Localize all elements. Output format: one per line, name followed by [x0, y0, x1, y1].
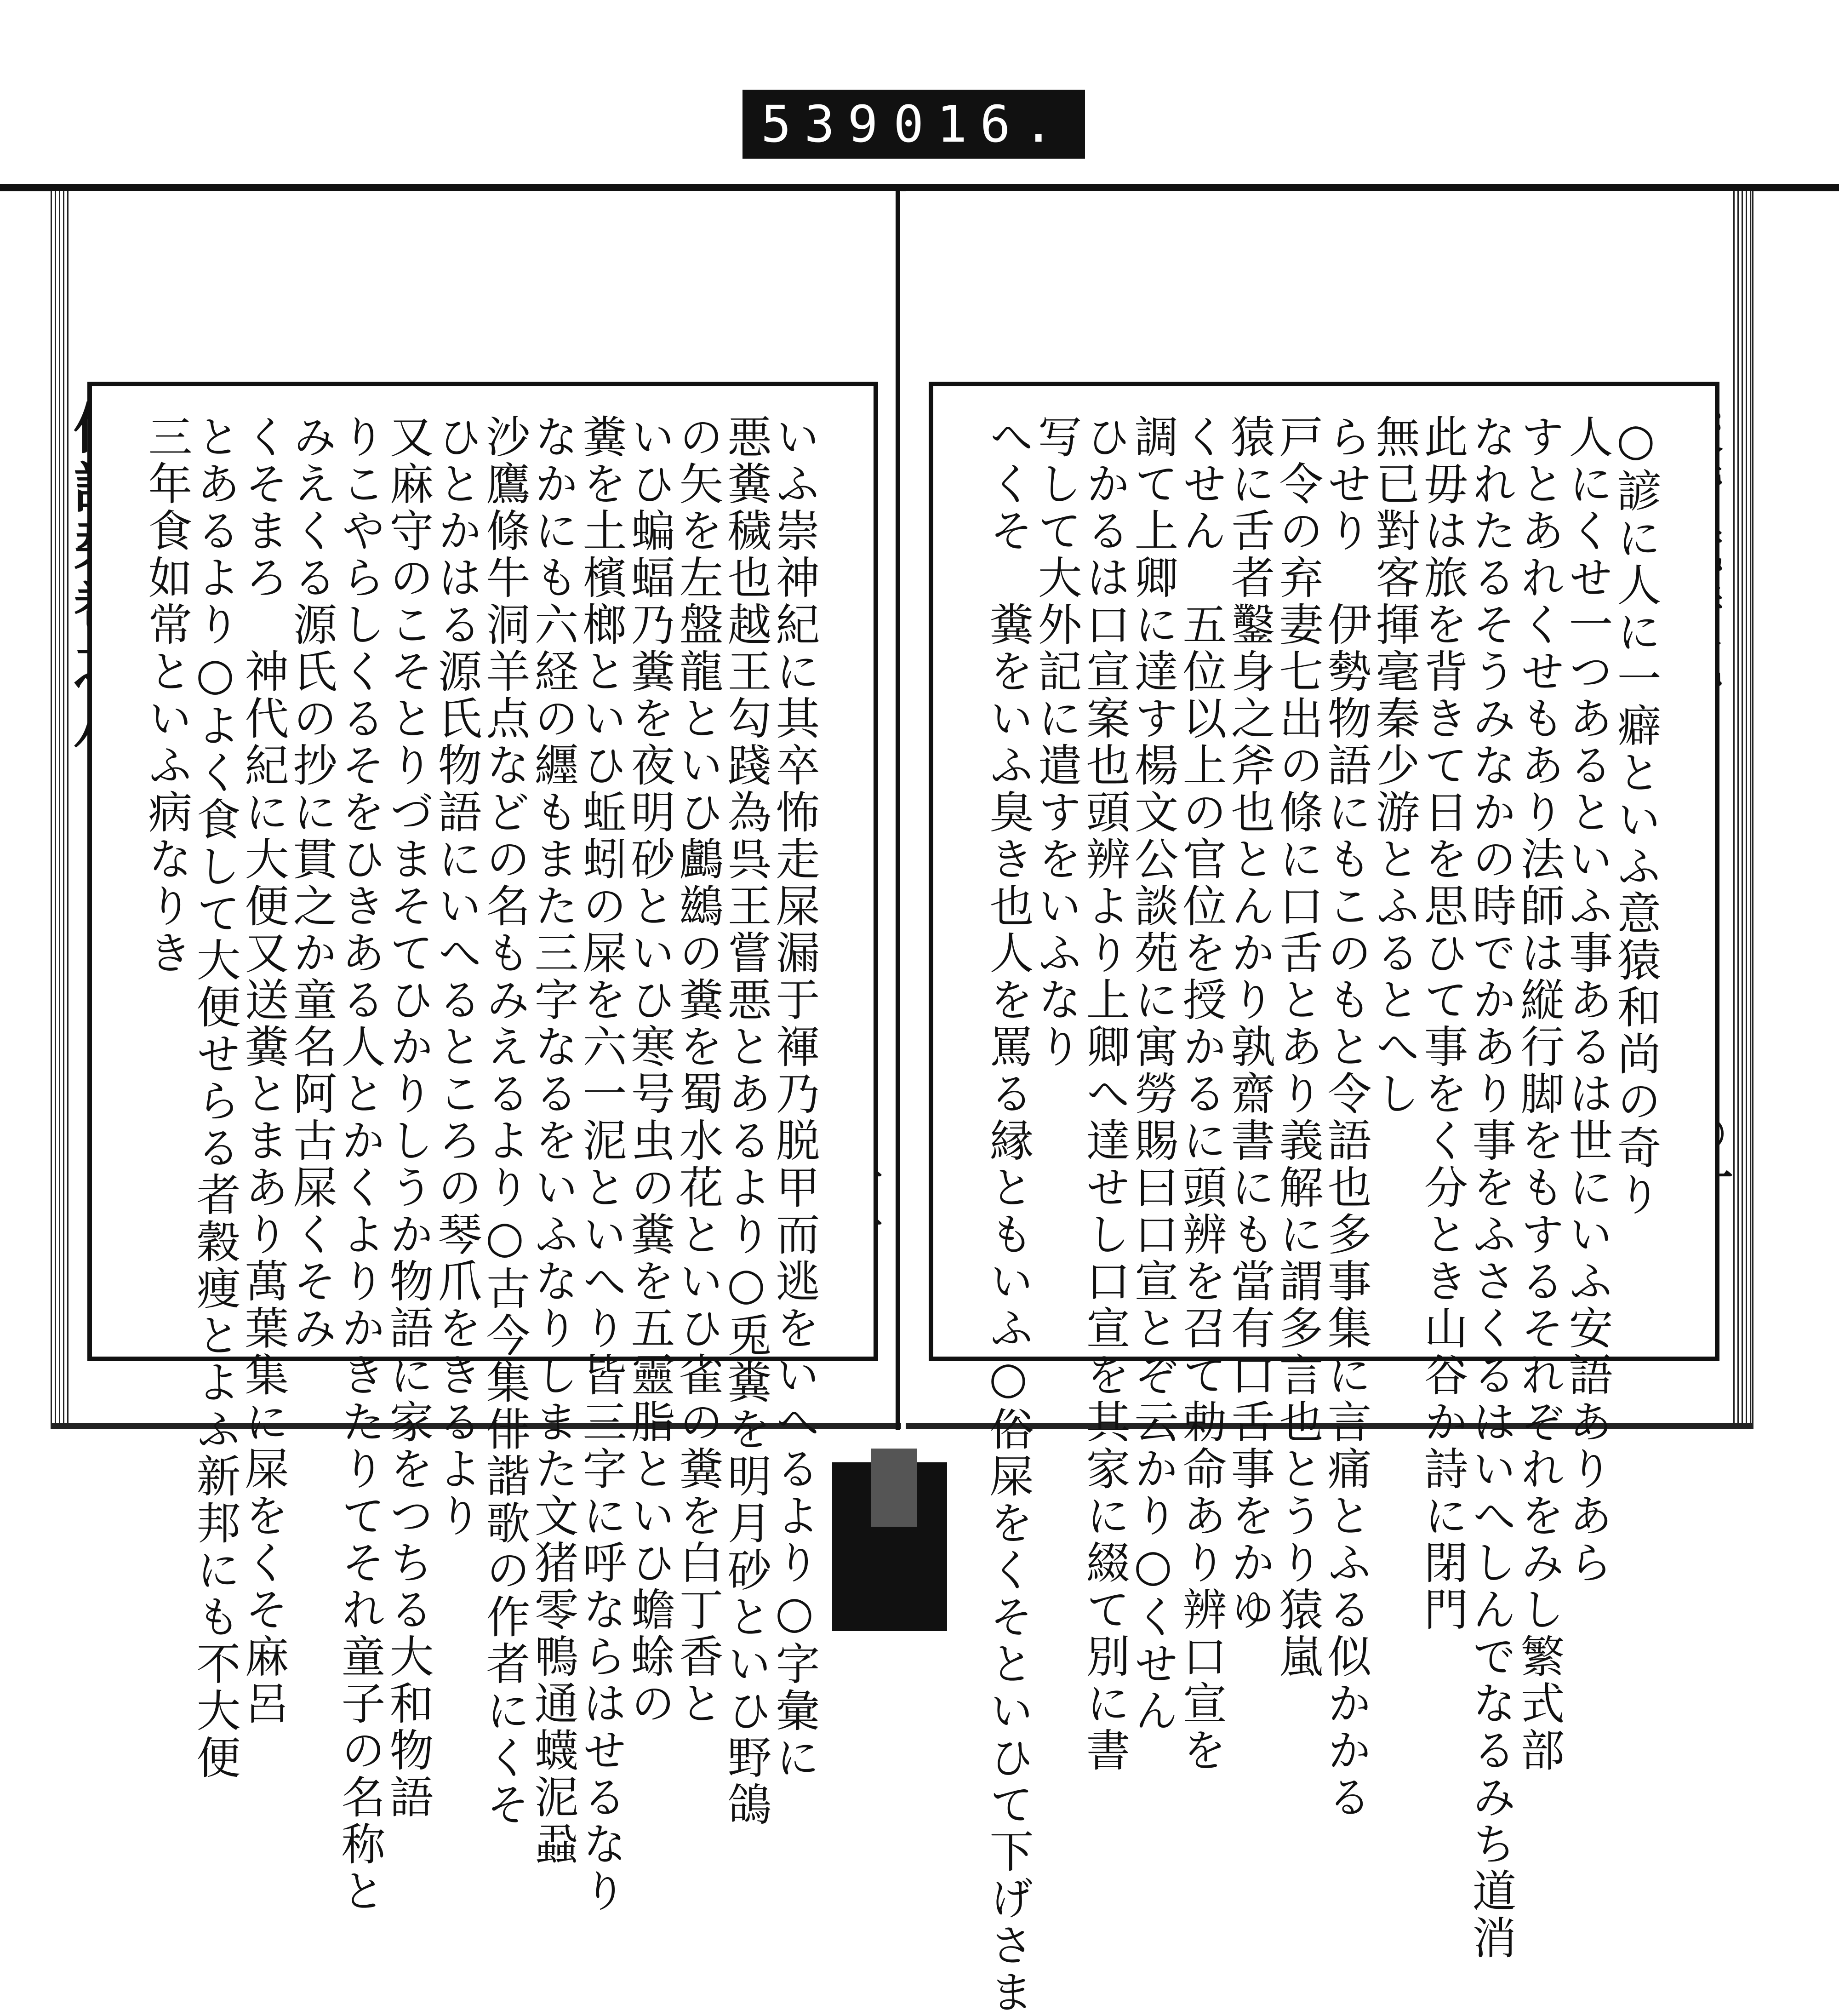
- text-column: 写して大外記に遣すをいふなり: [1031, 414, 1082, 1071]
- text-column: 沙鷹條牛洞羊点などの名もみえるより○古今集俳諧歌の作者にくそ: [479, 414, 531, 1828]
- text-column: いふ崇神紀に其卒怖走屎漏于褌乃脱甲而逃をいへるより○字彙に: [769, 414, 820, 1781]
- text-column: いひ蝙蝠乃糞を夜明砂といひ寒号虫の糞を五靈脂といひ蟾蜍の: [624, 414, 675, 1727]
- text-column: とあるより○よく食して大便せらる者穀痩とよふ新邦にも不大便: [189, 414, 241, 1781]
- text-column: みえくる源氏の抄に貫之か童名阿古屎くそみ: [286, 414, 337, 1352]
- text-column: ○諺に人に一癖といふ意猿和尚の奇り: [1610, 414, 1662, 1219]
- text-column: 無已對客揮毫秦少游とふるとへし: [1369, 414, 1420, 1117]
- text-column: 此毋は旅を背きて日を思ひて事をく分とき山谷か詩に閉門: [1417, 414, 1468, 1633]
- left-text-frame: [87, 382, 878, 1915]
- text-column: らせり 伊勢物語にもこのもと令語也多事集に言痛とふる似かかる: [1320, 414, 1372, 1821]
- frame-number-label: [742, 90, 1085, 159]
- text-column: りこやらしくるそをひきある人とかくよりかきたりてそれ童子の名称と: [334, 414, 386, 1915]
- text-column: すとあれくせもあり法師は縦行脚をもするそれぞれをみし繁式部: [1513, 414, 1565, 1774]
- text-column: ひとかはる源氏物語にいへるところの琴爪をきるより: [431, 414, 482, 1540]
- text-column: なかにも六経の纒もまた三字なるをいふなりしまた文猪零鴨通蠛泥蝨: [527, 414, 579, 1868]
- frame-number: 016.: [893, 95, 1067, 154]
- center-fold: [896, 189, 900, 1430]
- binding-clip: [871, 1449, 917, 1527]
- text-column: くせん 五位以上の官位を授かるに頭辨を召て勅命あり辨口宣を: [1176, 414, 1227, 1774]
- right-page-edges: [1733, 191, 1752, 1423]
- text-column: くそまろ 神代紀に大便又送糞とまあり萬葉集に屎をくそ麻呂: [238, 414, 289, 1727]
- text-column: 調て上卿に達す楊文公談苑に寓勞賜曰口宣とぞ云かり○くせん: [1127, 414, 1179, 1735]
- text-column: の矢を左盤龍といひ鸕鷀の糞を蜀水花といひ雀の糞を白丁香と: [672, 414, 724, 1727]
- right-text-frame: [929, 382, 1719, 2016]
- text-column: 三年食如常といふ病なりき: [141, 414, 193, 977]
- reel-number: 539: [761, 95, 891, 154]
- text-column: ひかるは口宣案也頭辨より上卿へ達せし口宣を其家に綴て別に書: [1079, 414, 1131, 1774]
- top-rule: [0, 184, 1839, 191]
- text-column: なれたるそうみなかの時でかあり事をふさくるはいへしんでなるみち道消: [1465, 414, 1517, 1962]
- text-column: 戸令の弃妻七出の條に口舌とあり義解に謂多言也とうり猿嵐: [1272, 414, 1324, 1680]
- left-page-edges: [51, 191, 69, 1423]
- text-column: 糞を土檳榔といひ蚯蚓の屎を六一泥といへり皆三字に呼ならはせるなり: [576, 414, 627, 1915]
- text-column: 人にくせ一つあるといふ事あるは世にいふ安語ありあら: [1562, 414, 1613, 1586]
- text-column: 悪糞穢也越王勾踐為呉王嘗悪とあるより○兎糞を明月砂といひ野鴿: [720, 414, 772, 1828]
- text-column: 猿に舌者鑿身之斧也とんかり孰齋書にも當有口舌事をかゆ: [1224, 414, 1275, 1633]
- text-column: 又麻守のこそとりづまそてひかりしうか物語に家をつちる大和物語: [383, 414, 434, 1821]
- text-column: へくそ 糞をいふ臭き也人を罵る縁ともいふ○俗屎をくそといひて下げさま: [982, 414, 1034, 2016]
